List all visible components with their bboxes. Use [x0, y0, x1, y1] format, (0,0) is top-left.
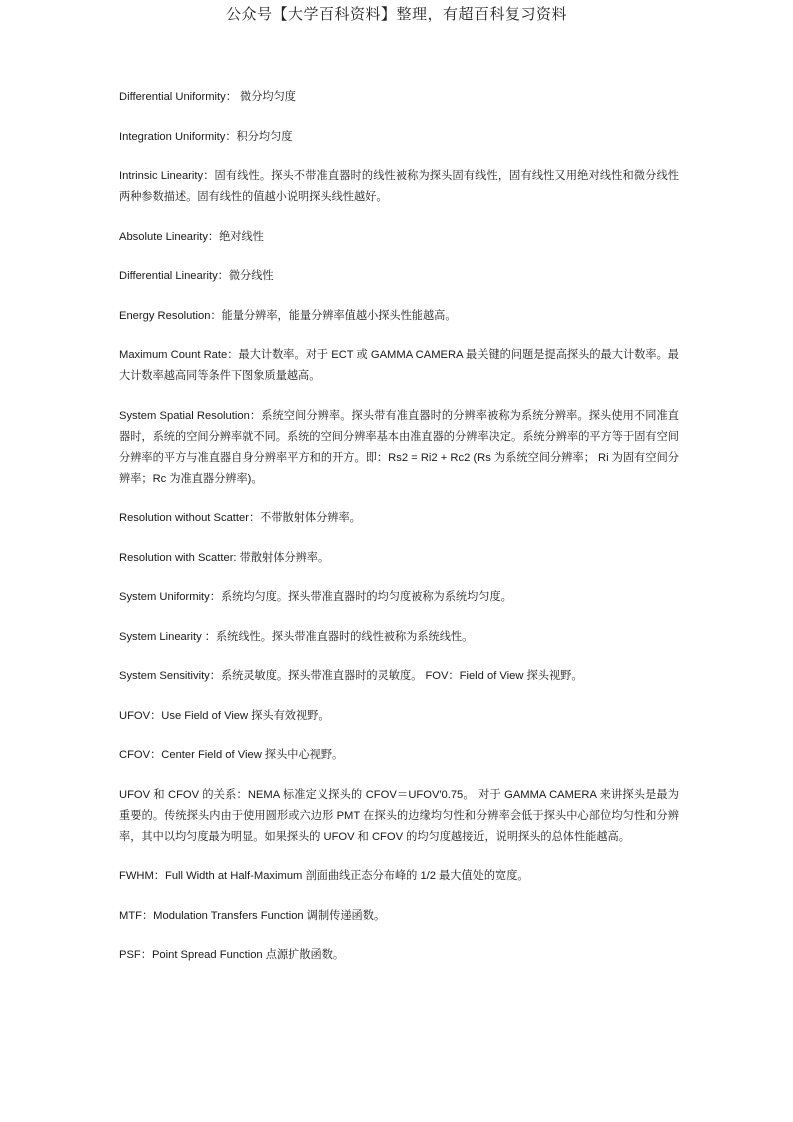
entry-differential-linearity: Differential Linearity：微分线性	[119, 270, 274, 282]
entry-ufov: UFOV：Use Field of View 探头有效视野。	[119, 709, 330, 722]
page-header: 公众号【大学百科资料】整理，有超百科复习资料	[225, 5, 567, 23]
entry-integration-uniformity: Integration Uniformity：积分均匀度	[119, 130, 293, 143]
document-body	[119, 87, 679, 985]
entry-fwhm: FWHM：Full Width at Half-Maximum 剖面曲线正态分布峰的 1/2 最大值处的宽度。	[119, 870, 529, 882]
entry-absolute-linearity: Absolute Linearity：绝对线性	[119, 230, 264, 243]
entry-system-uniformity: System Uniformity：系统均匀度。探头带准直器时的均匀度被称为系统均匀度。	[119, 591, 512, 603]
entry-maximum-count-rate: Maximum Count Rate：最大计数率。对于 ECT 或 GAMMA CAMERA 最关键的问题是提高探头的最大计数率。最大计数率越高同等条件下图象质量越高。	[119, 349, 679, 382]
entry-intrinsic-linearity: Intrinsic Linearity：固有线性。探头不带准直器时的线性被称为探头固有线性，固有线性又用绝对线性和微分线性两种参数描述。固有线性的值越小说明探头线性越好。	[119, 170, 679, 203]
entry-system-sensitivity: System Sensitivity：系统灵敏度。探头带准直器时的灵敏度。 FOV：Field of View 探头视野。	[119, 670, 583, 682]
entry-cfov: CFOV：Center Field of View 探头中心视野。	[119, 749, 344, 761]
entry-energy-resolution: Energy Resolution：能量分辨率，能量分辨率值越小探头性能越高。	[119, 309, 457, 322]
entry-system-spatial-resolution: System Spatial Resolution：系统空间分辨率。探头带有准直器时的分辨率被称为系统分辨率。探头使用不同准直器时，系统的空间分辨率就不同。系统的空间分辨率基本由准直器的分辨率决定。系统分辨率的平方等于固有空间分辨率的平方与准直器自身分辨率平方和的开方。即：Rs2 = Ri2 + Rc2 (Rs 为系统空间分辨率； Ri 为固有空间分辨率；Rc 为准直器分辨率)。	[119, 409, 679, 485]
entry-ufov-cfov-relation: UFOV 和 CFOV 的关系：NEMA 标准定义探头的 CFOV＝UFOV′0.75。 对于 GAMMA CAMERA 来讲探头是最为重要的。传统探头内由于使用圆形或六边形 PMT 在探头的边缘均匀性和分辨率会低于探头中心部位均匀性和分辨率，其中以均匀度最为明显。如果探头的 UFOV 和 CFOV 的均匀度越接近，说明探头的总体性能越高。	[119, 788, 679, 843]
entry-psf: PSF：Point Spread Function 点源扩散函数。	[119, 949, 345, 961]
entry-resolution-without-scatter: Resolution without Scatter：不带散射体分辨率。	[119, 512, 361, 524]
entry-differential-uniformity: Differential Uniformity： 微分均匀度	[119, 91, 296, 103]
entry-system-linearity: System Linearity ：系统线性。探头带准直器时的线性被称为系统线性。	[119, 630, 474, 643]
entry-mtf: MTF：Modulation Transfers Function 调制传递函数。	[119, 909, 386, 922]
entry-resolution-with-scatter: Resolution with Scatter: 带散射体分辨率。	[119, 551, 330, 564]
